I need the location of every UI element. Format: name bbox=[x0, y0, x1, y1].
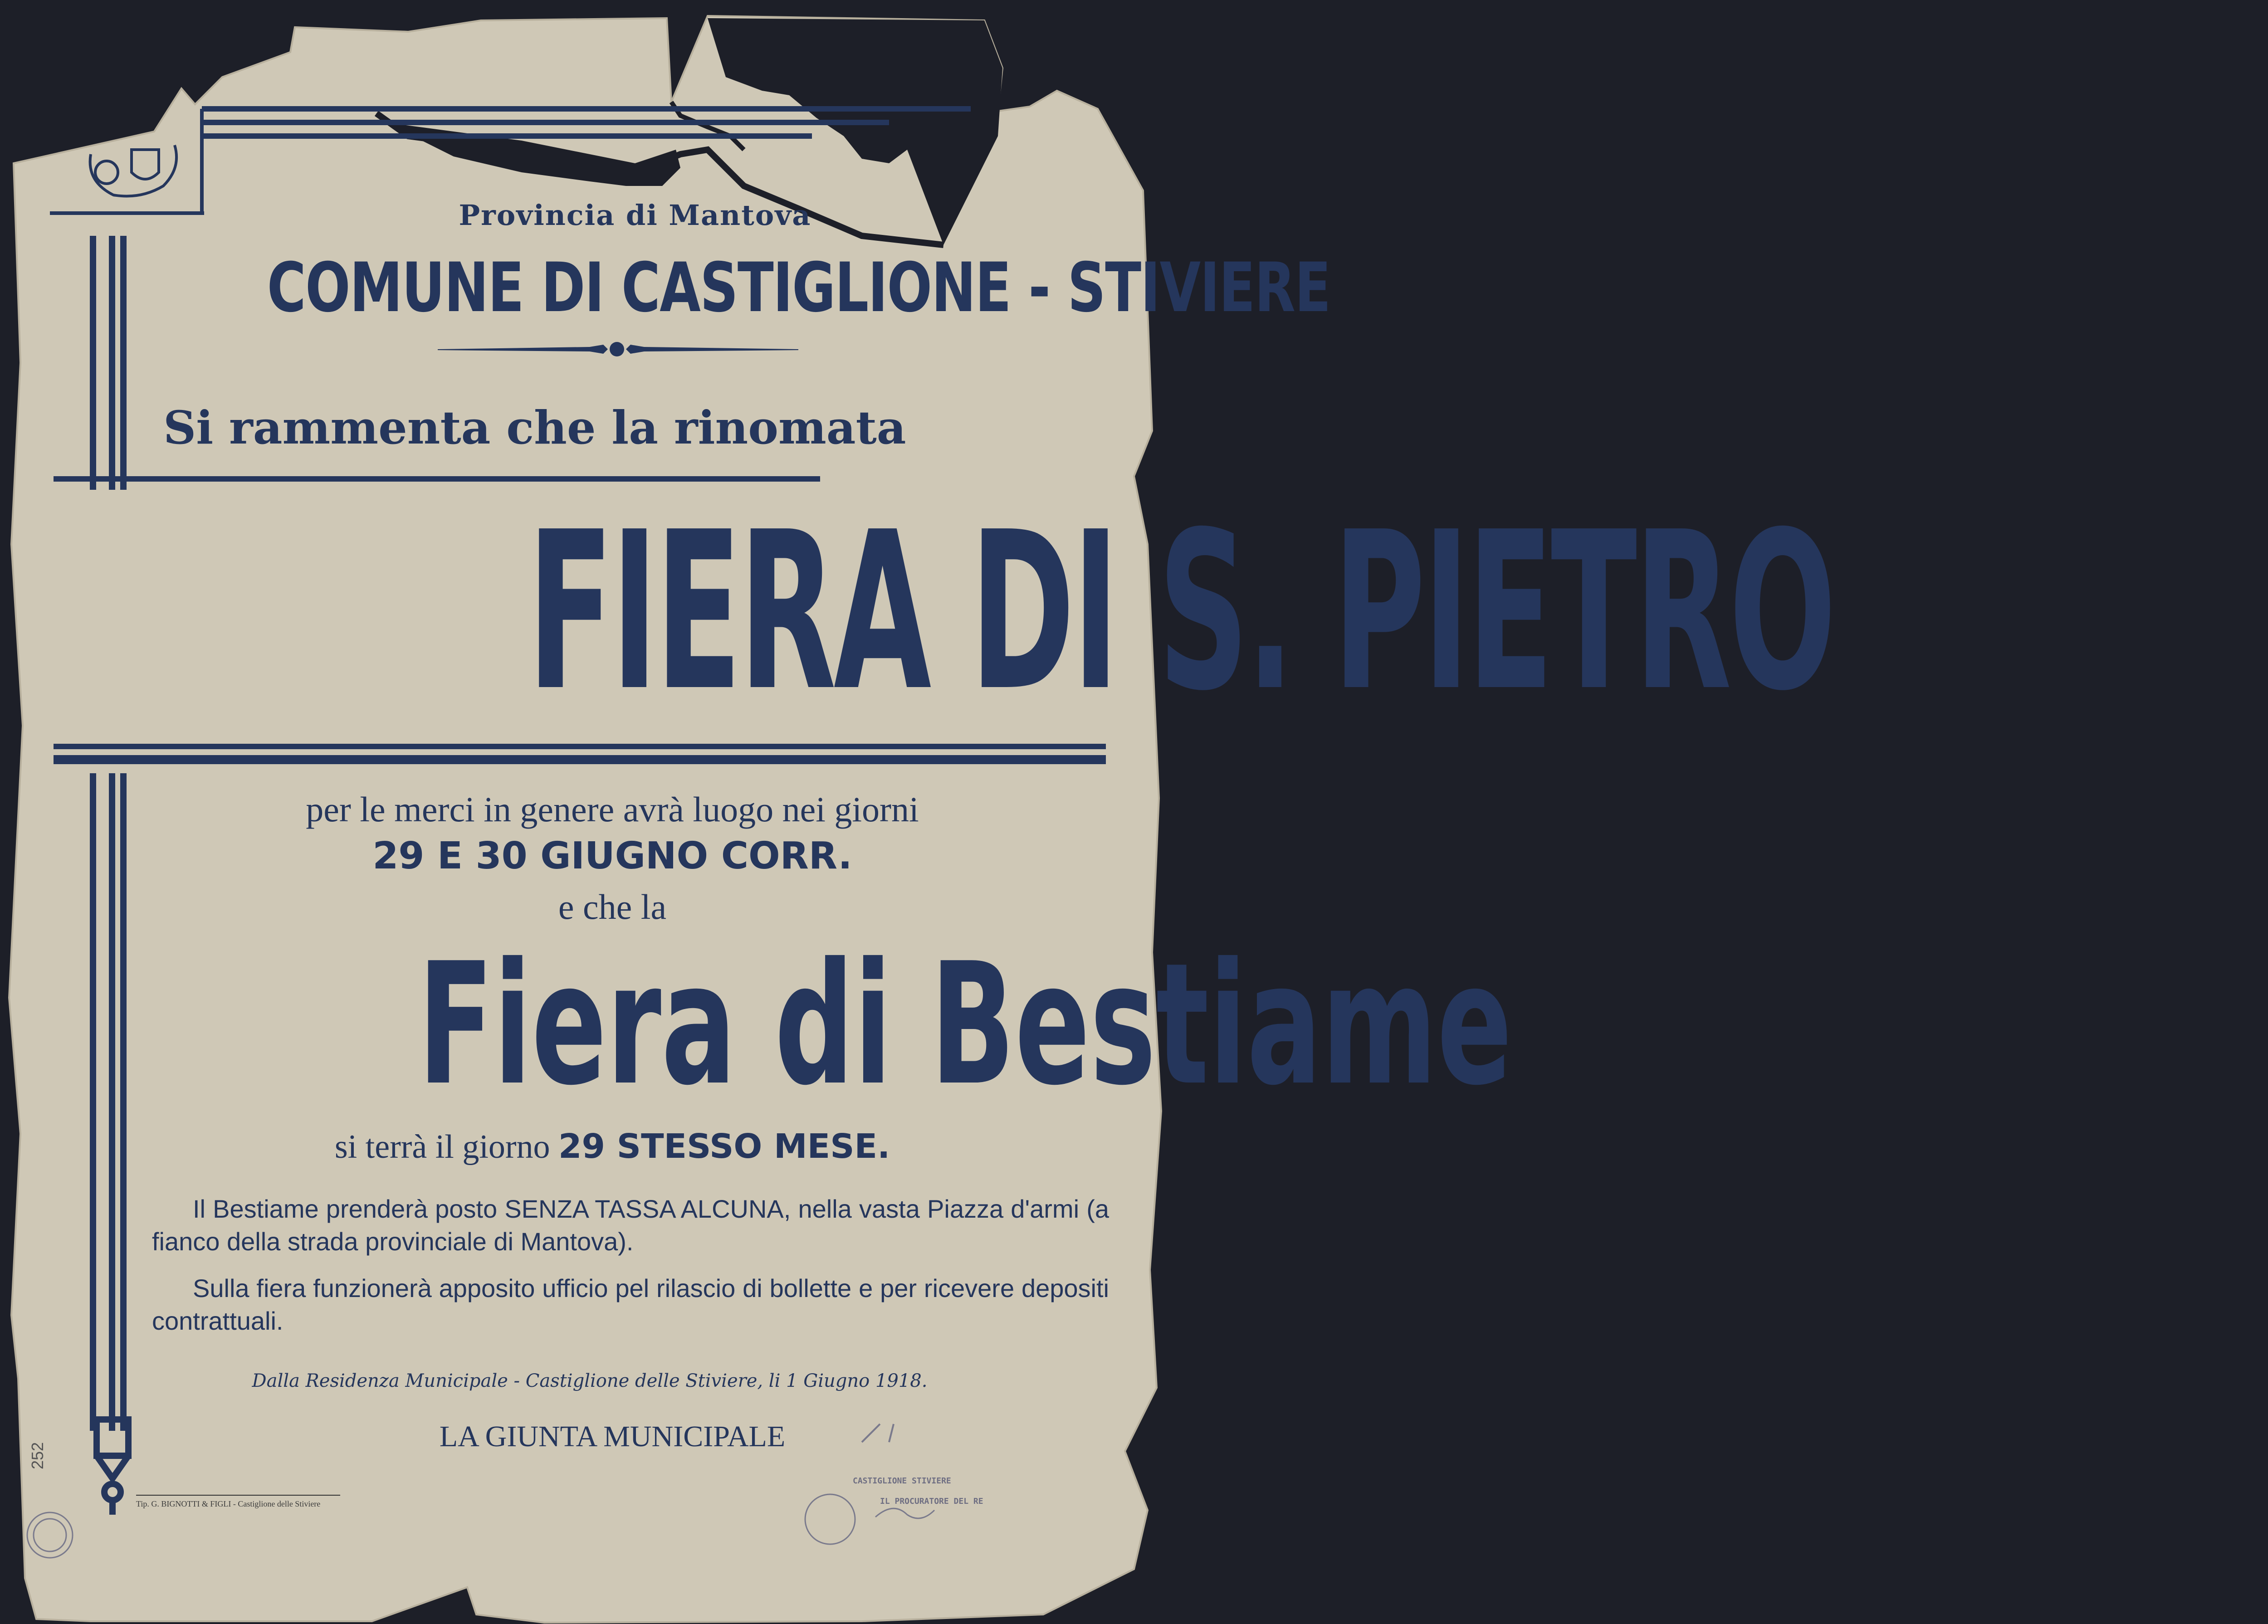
fair-title bbox=[54, 485, 1834, 739]
livestock-title-text: Fiera di Bestiame bbox=[418, 927, 1512, 1122]
connector-line: e che la bbox=[558, 887, 667, 927]
stamp-text-2: IL PROCURATORE DEL RE bbox=[880, 1497, 983, 1506]
merchandise-line: per le merci in genere avrà luogo nei giorni bbox=[306, 790, 919, 829]
paragraph-placement: Il Bestiame prenderà posto SENZA TASSA ALCUNA, nella vasta Piazza d'armi (a fianco della strada provinciale di Mantova). bbox=[152, 1195, 1109, 1256]
issued-from-line: Dalla Residenza Municipale - Castiglione delle Stiviere, li 1 Giugno 1918. bbox=[252, 1370, 928, 1391]
fair-title-text: FIERA DI S. PIETRO bbox=[527, 485, 1834, 739]
merchandise-dates: 29 E 30 GIUGNO CORR. bbox=[372, 834, 852, 878]
province-header: Provincia di Mantova bbox=[459, 199, 811, 232]
stamp-text-1: CASTIGLIONE STIVIERE bbox=[853, 1476, 951, 1486]
livestock-day-line bbox=[227, 1127, 998, 1166]
reminder-line: Si rammenta che la rinomata bbox=[163, 401, 906, 454]
livestock-day-prefix: si terrà il giorno bbox=[334, 1128, 550, 1166]
municipality-header: COMUNE DI CASTIGLIONE - STIVIERE bbox=[267, 249, 1330, 327]
signatory: LA GIUNTA MUNICIPALE bbox=[439, 1420, 786, 1453]
archive-number: 252 bbox=[28, 1442, 47, 1469]
livestock-day: 29 STESSO MESE. bbox=[558, 1127, 890, 1166]
printer-credit: Tip. G. BIGNOTTI & FIGLI - Castiglione delle Stiviere bbox=[136, 1499, 321, 1508]
livestock-title bbox=[136, 927, 1512, 1122]
paragraph-office: Sulla fiera funzionerà apposito ufficio pel rilascio di bollette e per ricevere depositi contrattuali. bbox=[152, 1274, 1109, 1335]
